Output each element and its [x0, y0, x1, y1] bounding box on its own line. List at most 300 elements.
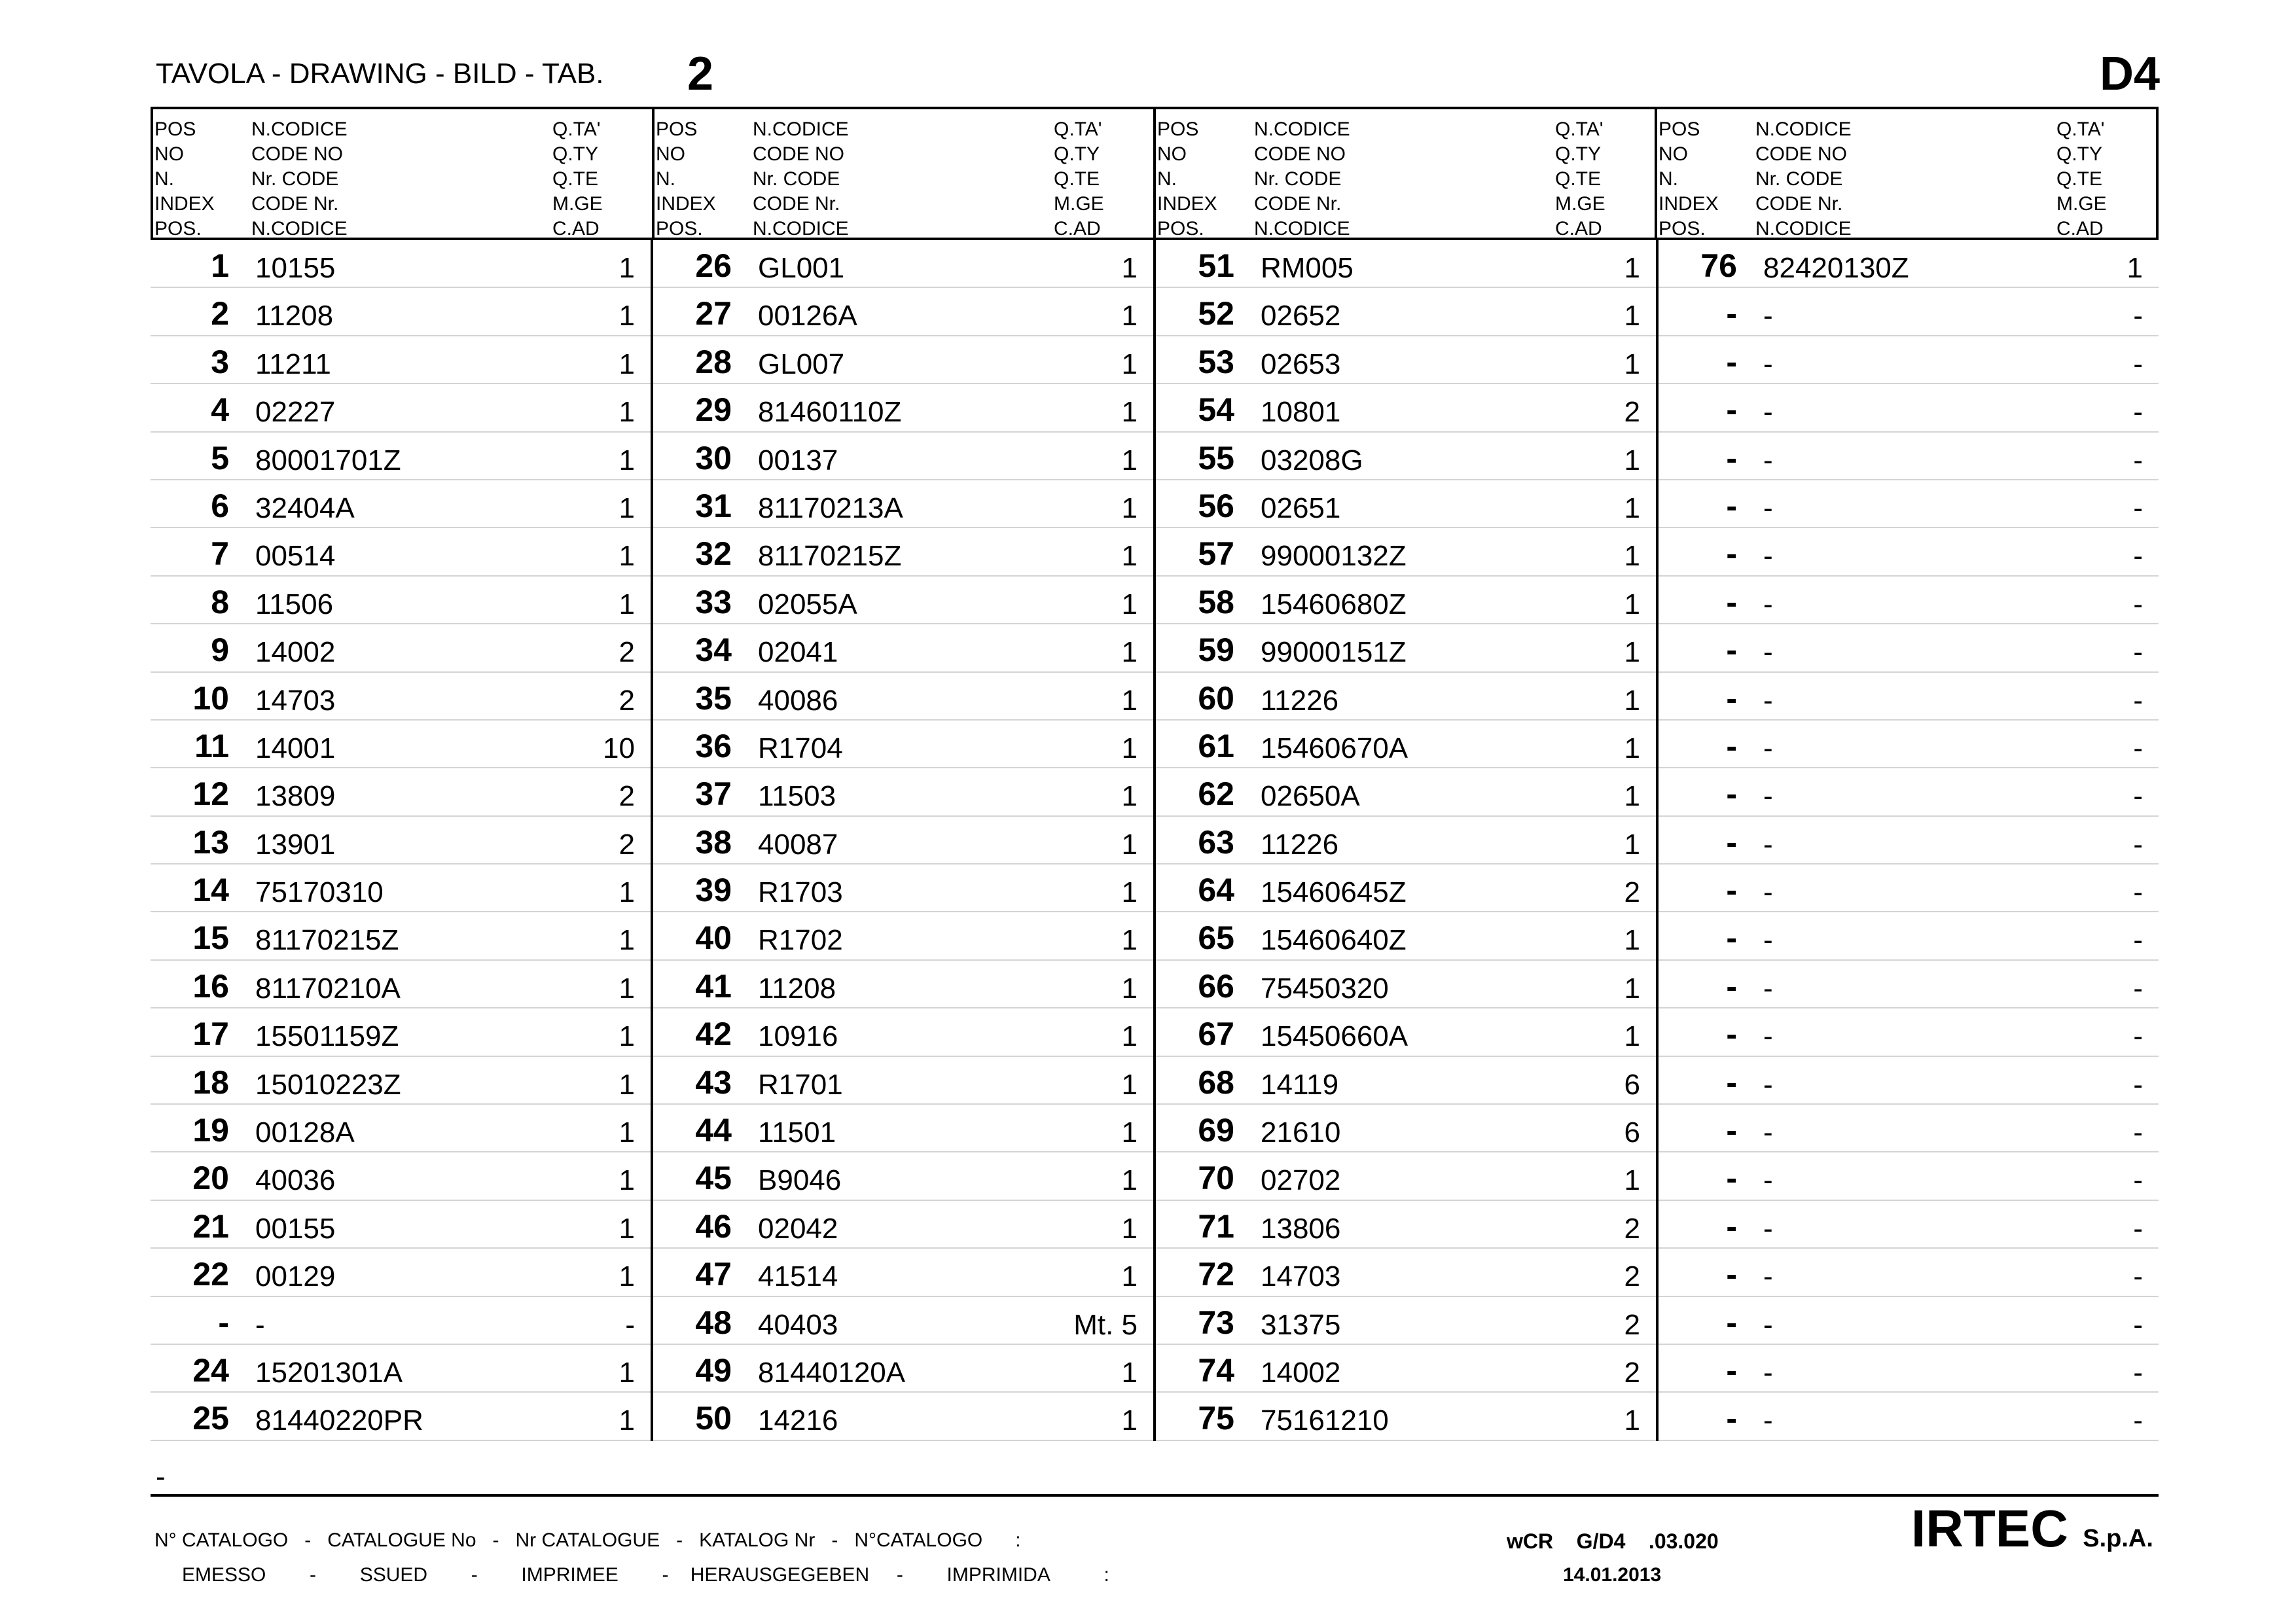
- quantity: 1: [1121, 588, 1138, 620]
- quantity: 1: [619, 348, 635, 380]
- quantity: 1: [1624, 636, 1640, 669]
- quantity: 1: [619, 876, 635, 909]
- table-row: [1156, 1152, 1656, 1200]
- quantity: 2: [1624, 1308, 1640, 1341]
- table-row: [653, 721, 1153, 768]
- table-row: [151, 1057, 651, 1105]
- table-row: [1156, 1008, 1656, 1056]
- header-pos: POS NO N. INDEX POS.: [1659, 118, 1719, 240]
- quantity: -: [2133, 1068, 2143, 1101]
- part-code: 40403: [758, 1308, 838, 1341]
- table-row: [1659, 288, 2159, 336]
- position-number: 75: [1198, 1400, 1234, 1437]
- quantity: 1: [619, 924, 635, 957]
- quantity: -: [2133, 876, 2143, 909]
- position-number: -: [1726, 439, 1737, 476]
- position-number: 30: [695, 439, 732, 476]
- table-row: [151, 865, 651, 912]
- part-code: -: [1763, 540, 1773, 573]
- position-number: 44: [695, 1112, 732, 1149]
- quantity: 1: [1121, 396, 1138, 429]
- table-row: [1156, 336, 1656, 384]
- quantity: 1: [1624, 1404, 1640, 1437]
- part-code: 11208: [255, 300, 334, 332]
- table-row: [653, 480, 1153, 528]
- position-number: -: [1726, 1016, 1737, 1053]
- quantity: 1: [1121, 1356, 1138, 1389]
- part-code: 81440120A: [758, 1356, 906, 1389]
- header-column: [153, 109, 652, 238]
- position-number: -: [1726, 919, 1737, 957]
- quantity: 2: [1624, 1212, 1640, 1245]
- quantity: -: [2133, 828, 2143, 861]
- table-row: [151, 1201, 651, 1249]
- part-code: 00126A: [758, 300, 857, 332]
- quantity: 1: [619, 396, 635, 429]
- position-number: 8: [211, 583, 229, 620]
- quantity: 1: [619, 252, 635, 284]
- quantity: -: [2133, 396, 2143, 429]
- table-code: D4: [2099, 48, 2160, 100]
- quantity: 1: [1121, 876, 1138, 909]
- position-number: -: [218, 1304, 229, 1341]
- part-code: 15460640Z: [1261, 924, 1407, 957]
- part-code: 81460110Z: [758, 396, 902, 429]
- quantity: 1: [1121, 252, 1138, 284]
- part-code: 15450660A: [1261, 1020, 1408, 1053]
- quantity: 1: [1624, 348, 1640, 380]
- part-code: -: [1763, 588, 1773, 620]
- position-number: 22: [192, 1256, 229, 1293]
- part-code: 14119: [1261, 1068, 1339, 1101]
- position-number: 35: [695, 679, 732, 717]
- position-number: 43: [695, 1063, 732, 1101]
- position-number: 55: [1198, 439, 1234, 476]
- table-row: [1659, 1008, 2159, 1056]
- part-code: -: [1763, 300, 1773, 332]
- quantity: 1: [1121, 1164, 1138, 1197]
- header-column: [1153, 109, 1655, 238]
- part-code: B9046: [758, 1164, 842, 1197]
- position-number: -: [1726, 535, 1737, 573]
- position-number: 16: [192, 967, 229, 1005]
- table-row: [151, 528, 651, 576]
- table-row: [653, 577, 1153, 624]
- quantity: 1: [1624, 588, 1640, 620]
- position-number: 53: [1198, 343, 1234, 380]
- header-pos: POS NO N. INDEX POS.: [1157, 118, 1217, 240]
- position-number: 74: [1198, 1351, 1234, 1389]
- position-number: 4: [211, 391, 229, 429]
- part-code: 75170310: [255, 876, 384, 909]
- table-row: [653, 433, 1153, 480]
- quantity: 1: [1624, 491, 1640, 524]
- table-row: [151, 768, 651, 816]
- position-number: -: [1726, 632, 1737, 669]
- quantity: 1: [1121, 540, 1138, 573]
- catalogue-label: N° CATALOGO - CATALOGUE No - Nr CATALOGUE - KATALOG Nr - N°CATALOGO :: [154, 1529, 1021, 1551]
- quantity: 2: [619, 636, 635, 669]
- header-qty: Q.TA' Q.TY Q.TE M.GE C.AD: [1555, 118, 1605, 240]
- position-number: 5: [211, 439, 229, 476]
- part-code: 02042: [758, 1212, 838, 1245]
- quantity: 6: [1624, 1068, 1640, 1101]
- quantity: 1: [1624, 252, 1640, 284]
- table-row: [1156, 288, 1656, 336]
- table-row: [1156, 1105, 1656, 1152]
- table-row: [653, 1008, 1153, 1056]
- table-row: [1156, 865, 1656, 912]
- position-number: 46: [695, 1207, 732, 1245]
- part-code: -: [1763, 491, 1773, 524]
- part-code: 41514: [758, 1260, 838, 1293]
- part-code: 99000132Z: [1261, 540, 1407, 573]
- part-code: 81170215Z: [758, 540, 902, 573]
- position-number: 26: [695, 247, 732, 284]
- part-code: -: [1763, 1260, 1773, 1293]
- parts-column: [1656, 240, 2159, 1441]
- position-number: 36: [695, 727, 732, 764]
- part-code: 11506: [255, 588, 334, 620]
- table-row: [151, 817, 651, 865]
- table-row: [1659, 1345, 2159, 1393]
- table-row: [1659, 912, 2159, 960]
- position-number: 41: [695, 967, 732, 1005]
- header-pos: POS NO N. INDEX POS.: [656, 118, 716, 240]
- header-code: N.CODICE CODE NO Nr. CODE CODE Nr. N.CODICE: [1755, 118, 1852, 240]
- quantity: 1: [1121, 300, 1138, 332]
- quantity: -: [2133, 1308, 2143, 1341]
- position-number: 69: [1198, 1112, 1234, 1149]
- quantity: 1: [619, 1068, 635, 1101]
- quantity: 1: [1121, 348, 1138, 380]
- part-code: 80001701Z: [255, 444, 401, 476]
- quantity: 1: [1121, 1116, 1138, 1149]
- parts-table-body: [151, 240, 2159, 1441]
- quantity: 1: [619, 1404, 635, 1437]
- quantity: 2: [619, 828, 635, 861]
- quantity: -: [2133, 1356, 2143, 1389]
- part-code: 11503: [758, 780, 836, 813]
- position-number: 9: [211, 632, 229, 669]
- quantity: 1: [1121, 828, 1138, 861]
- quantity: 1: [1121, 1020, 1138, 1053]
- table-row: [151, 624, 651, 672]
- position-number: 70: [1198, 1160, 1234, 1197]
- table-row: [653, 240, 1153, 288]
- quantity: 1: [2126, 252, 2143, 284]
- table-row: [151, 1152, 651, 1200]
- position-number: 10: [192, 679, 229, 717]
- quantity: 1: [1121, 1260, 1138, 1293]
- table-row: [1156, 433, 1656, 480]
- position-number: 58: [1198, 583, 1234, 620]
- quantity: 2: [1624, 876, 1640, 909]
- part-code: 02702: [1261, 1164, 1341, 1197]
- table-row: [1156, 673, 1656, 721]
- quantity: -: [2133, 1260, 2143, 1293]
- part-code: -: [1763, 1212, 1773, 1245]
- position-number: 20: [192, 1160, 229, 1197]
- part-code: 02651: [1261, 491, 1341, 524]
- position-number: 27: [695, 295, 732, 332]
- table-row: [1156, 240, 1656, 288]
- part-code: 02650A: [1261, 780, 1360, 813]
- part-code: 14002: [255, 636, 336, 669]
- quantity: 6: [1624, 1116, 1640, 1149]
- position-number: 72: [1198, 1256, 1234, 1293]
- header-qty: Q.TA' Q.TY Q.TE M.GE C.AD: [2056, 118, 2107, 240]
- position-number: -: [1726, 487, 1737, 524]
- quantity: 1: [1121, 684, 1138, 717]
- position-number: 62: [1198, 776, 1234, 813]
- table-row: [151, 288, 651, 336]
- part-code: 13809: [255, 780, 336, 813]
- part-code: 15501159Z: [255, 1020, 399, 1053]
- table-row: [1659, 768, 2159, 816]
- part-code: -: [1763, 732, 1773, 764]
- table-row: [653, 961, 1153, 1008]
- header-code: N.CODICE CODE NO Nr. CODE CODE Nr. N.CODICE: [1254, 118, 1350, 240]
- quantity: 1: [1624, 972, 1640, 1005]
- position-number: 2: [211, 295, 229, 332]
- part-code: 11211: [255, 348, 331, 380]
- position-number: 63: [1198, 823, 1234, 861]
- part-code: 15460645Z: [1261, 876, 1407, 909]
- part-code: 32404A: [255, 491, 355, 524]
- part-code: -: [255, 1308, 265, 1341]
- quantity: -: [2133, 924, 2143, 957]
- part-code: -: [1763, 636, 1773, 669]
- parts-column: [651, 240, 1153, 1441]
- part-code: 13901: [255, 828, 336, 861]
- header-code: N.CODICE CODE NO Nr. CODE CODE Nr. N.CODICE: [251, 118, 348, 240]
- part-code: 10801: [1261, 396, 1341, 429]
- quantity: 2: [1624, 1260, 1640, 1293]
- table-row: [1156, 1249, 1656, 1296]
- part-code: 11226: [1261, 684, 1339, 717]
- issued-label: EMESSO - SSUED - IMPRIMEE - HERAUSGEGEBEN - IMPRIMIDA :: [182, 1564, 1109, 1586]
- position-number: 47: [695, 1256, 732, 1293]
- position-number: 40: [695, 919, 732, 957]
- part-code: RM005: [1261, 252, 1354, 284]
- quantity: 1: [1121, 1404, 1138, 1437]
- table-row: [653, 817, 1153, 865]
- quantity: 10: [603, 732, 635, 764]
- position-number: -: [1726, 1351, 1737, 1389]
- position-number: 54: [1198, 391, 1234, 429]
- quantity: 2: [619, 684, 635, 717]
- quantity: 1: [1624, 732, 1640, 764]
- part-code: R1702: [758, 924, 843, 957]
- part-code: 02653: [1261, 348, 1341, 380]
- table-row: [1659, 433, 2159, 480]
- part-code: 00155: [255, 1212, 336, 1245]
- part-code: 40087: [758, 828, 838, 861]
- table-row: [1156, 1393, 1656, 1440]
- table-row: [151, 577, 651, 624]
- part-code: 75161210: [1261, 1404, 1389, 1437]
- quantity: -: [2133, 1020, 2143, 1053]
- part-code: 81170213A: [758, 491, 903, 524]
- quantity: 1: [1121, 732, 1138, 764]
- quantity: 1: [619, 1116, 635, 1149]
- table-row: [1156, 1057, 1656, 1105]
- position-number: 32: [695, 535, 732, 573]
- table-row: [1659, 577, 2159, 624]
- part-code: 10916: [758, 1020, 838, 1053]
- quantity: 1: [619, 491, 635, 524]
- table-row: [1659, 1393, 2159, 1440]
- part-code: 00128A: [255, 1116, 355, 1149]
- position-number: 42: [695, 1016, 732, 1053]
- header-qty: Q.TA' Q.TY Q.TE M.GE C.AD: [1054, 118, 1104, 240]
- table-row: [1659, 865, 2159, 912]
- table-row: [151, 480, 651, 528]
- table-row: [1659, 1105, 2159, 1152]
- table-row: [1156, 480, 1656, 528]
- footer-divider: [151, 1494, 2159, 1497]
- position-number: 15: [192, 919, 229, 957]
- drawing-title: TAVOLA - DRAWING - BILD - TAB.: [156, 58, 604, 90]
- footer-note: -: [156, 1461, 166, 1493]
- brand-name: IRTEC: [1911, 1499, 2068, 1558]
- quantity: 1: [1624, 540, 1640, 573]
- parts-table: [151, 107, 2159, 1441]
- position-number: 50: [695, 1400, 732, 1437]
- part-code: 10155: [255, 252, 336, 284]
- position-number: 57: [1198, 535, 1234, 573]
- part-code: -: [1763, 780, 1773, 813]
- quantity: 1: [1121, 444, 1138, 476]
- catalogue-code: wCR G/D4 .03.020: [1507, 1529, 1719, 1553]
- position-number: -: [1726, 967, 1737, 1005]
- table-row: [151, 336, 651, 384]
- quantity: 1: [619, 1020, 635, 1053]
- table-row: [653, 1152, 1153, 1200]
- table-row: [653, 1393, 1153, 1440]
- part-code: 02041: [758, 636, 838, 669]
- table-row: [151, 1105, 651, 1152]
- part-code: 15010223Z: [255, 1068, 401, 1101]
- table-row: [1659, 721, 2159, 768]
- position-number: 25: [192, 1400, 229, 1437]
- table-row: [151, 240, 651, 288]
- quantity: 2: [1624, 1356, 1640, 1389]
- position-number: 73: [1198, 1304, 1234, 1341]
- position-number: -: [1726, 776, 1737, 813]
- table-row: [1659, 1297, 2159, 1345]
- table-row: [1659, 336, 2159, 384]
- quantity: 1: [1624, 684, 1640, 717]
- quantity: 1: [1121, 924, 1138, 957]
- quantity: -: [2133, 348, 2143, 380]
- quantity: -: [2133, 1116, 2143, 1149]
- part-code: 15460670A: [1261, 732, 1408, 764]
- table-row: [653, 1105, 1153, 1152]
- position-number: 28: [695, 343, 732, 380]
- quantity: 1: [619, 444, 635, 476]
- position-number: 6: [211, 487, 229, 524]
- quantity: -: [2133, 972, 2143, 1005]
- part-code: 14703: [255, 684, 336, 717]
- part-code: -: [1763, 396, 1773, 429]
- position-number: 24: [192, 1351, 229, 1389]
- quantity: -: [2133, 636, 2143, 669]
- part-code: 15201301A: [255, 1356, 403, 1389]
- table-row: [1156, 624, 1656, 672]
- position-number: -: [1726, 823, 1737, 861]
- part-code: 99000151Z: [1261, 636, 1407, 669]
- table-row: [1659, 528, 2159, 576]
- part-code: 31375: [1261, 1308, 1341, 1341]
- table-row: [151, 1393, 651, 1440]
- part-code: R1704: [758, 732, 843, 764]
- table-row: [653, 912, 1153, 960]
- quantity: 2: [1624, 396, 1640, 429]
- table-row: [151, 721, 651, 768]
- quantity: 1: [1624, 300, 1640, 332]
- quantity: Mt. 5: [1073, 1308, 1138, 1341]
- part-code: R1703: [758, 876, 843, 909]
- table-row: [653, 673, 1153, 721]
- parts-column: [1153, 240, 1656, 1441]
- issue-date: 14.01.2013: [1563, 1564, 1662, 1586]
- parts-table-header: [151, 107, 2159, 240]
- part-code: R1701: [758, 1068, 843, 1101]
- table-row: [653, 1057, 1153, 1105]
- table-row: [1659, 624, 2159, 672]
- quantity: 1: [1121, 780, 1138, 813]
- part-code: 11501: [758, 1116, 836, 1149]
- part-code: -: [1763, 1356, 1773, 1389]
- quantity: -: [2133, 1164, 2143, 1197]
- part-code: 15460680Z: [1261, 588, 1407, 620]
- position-number: 21: [192, 1207, 229, 1245]
- position-number: -: [1726, 583, 1737, 620]
- part-code: -: [1763, 1068, 1773, 1101]
- table-row: [653, 1345, 1153, 1393]
- position-number: 66: [1198, 967, 1234, 1005]
- position-number: 34: [695, 632, 732, 669]
- part-code: 14001: [255, 732, 336, 764]
- table-row: [1659, 240, 2159, 288]
- position-number: -: [1726, 872, 1737, 909]
- brand-suffix: S.p.A.: [2083, 1525, 2153, 1552]
- part-code: 14216: [758, 1404, 838, 1437]
- position-number: -: [1726, 1207, 1737, 1245]
- position-number: 51: [1198, 247, 1234, 284]
- quantity: -: [2133, 300, 2143, 332]
- quantity: -: [2133, 588, 2143, 620]
- part-code: 00137: [758, 444, 838, 476]
- position-number: -: [1726, 1400, 1737, 1437]
- position-number: 39: [695, 872, 732, 909]
- part-code: -: [1763, 1164, 1773, 1197]
- part-code: -: [1763, 876, 1773, 909]
- part-code: 11226: [1261, 828, 1339, 861]
- quantity: -: [2133, 444, 2143, 476]
- table-row: [1156, 912, 1656, 960]
- position-number: 65: [1198, 919, 1234, 957]
- position-number: 7: [211, 535, 229, 573]
- position-number: -: [1726, 1256, 1737, 1293]
- position-number: 49: [695, 1351, 732, 1389]
- position-number: 19: [192, 1112, 229, 1149]
- quantity: 1: [619, 1356, 635, 1389]
- table-row: [1156, 577, 1656, 624]
- part-code: 03208G: [1261, 444, 1363, 476]
